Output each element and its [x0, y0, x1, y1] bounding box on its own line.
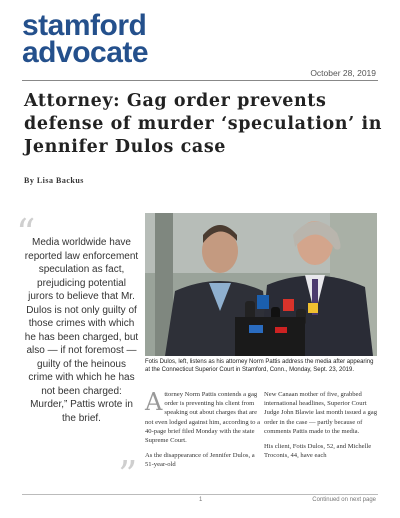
- masthead-logo: [22, 9, 222, 69]
- article-column-2: [264, 390, 382, 466]
- page-number: 1: [199, 497, 203, 503]
- article-headline: Attorney: Gag order prevents defense of murder ‘speculation’ in Jennifer Dulos case: [24, 91, 383, 157]
- drop-cap: A: [145, 388, 163, 416]
- pull-quote: Media worldwide have reported law enforcement speculation as fact, prejudicing potential jurors to believe that Mr. Dulos is not only guilty of those crimes with which he has been charged, but also — if not foremost — guilty of the heinous crime with which he has not been charged: Murder,” Pattis wrote in the brief.: [24, 237, 139, 424]
- paragraph-text: ttorney Norm Pattis contends a gag order is preventing his client from speaking out about charges that are not even lodged against him, according to a 40-page brief filed Monday with the state Supreme Court.: [145, 391, 260, 445]
- masthead-line-1: stamford: [22, 9, 147, 42]
- continued-link[interactable]: Continued on next page: [312, 497, 376, 503]
- article-paragraph: [145, 390, 263, 445]
- header-divider: [22, 80, 378, 81]
- footer-divider: [22, 494, 378, 495]
- photo-caption: Fotis Dulos, left, listens as his attorney Norm Pattis address the media after appearing at the Connecticut Superior Court in Stamford, Conn., Monday, Sept. 23, 2019.: [145, 359, 374, 373]
- article-paragraph: His client, Fotis Dulos, 52, and Michelle Troconis, 44, have each: [264, 443, 372, 460]
- byline: By Lisa Backus: [24, 176, 84, 185]
- close-quote-mark: ”: [118, 453, 138, 497]
- photo-illustration: [145, 213, 377, 356]
- article-photo: [145, 213, 377, 356]
- article-paragraph: As the disappearance of Jennifer Dulos, a 51-year-old: [145, 452, 255, 469]
- article-column-1: [145, 390, 263, 476]
- masthead-line-2: advocate: [22, 36, 149, 69]
- open-quote-mark: “: [16, 211, 36, 255]
- publication-date: October 28, 2019: [310, 68, 376, 78]
- article-paragraph: New Canaan mother of five, grabbed international headlines, Superior Court Judge John Blawie last month issued a gag order in the case — partly because of comments Pattis made to the media.: [264, 391, 377, 435]
